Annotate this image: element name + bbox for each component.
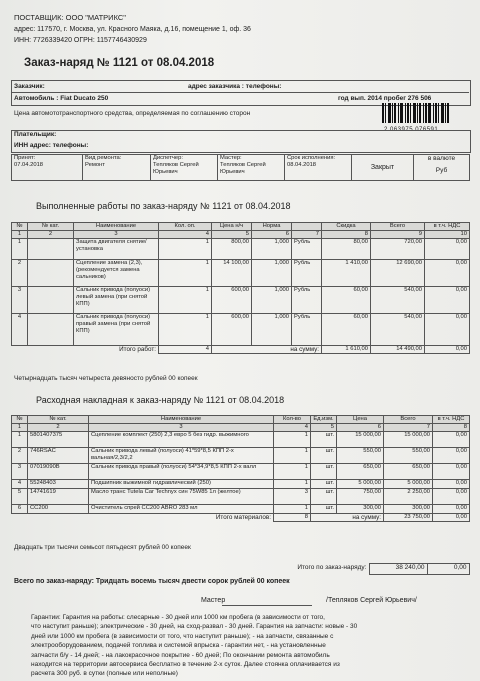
parts-header-cell: в т.ч. НДС	[433, 416, 470, 424]
works-header-cell: Цена н/ч	[212, 223, 252, 231]
parts-header-row	[12, 416, 470, 424]
parts-header-cell: Кол-во	[274, 416, 311, 424]
grand-total-value: 38 240,00	[369, 564, 427, 575]
page-title: Заказ-наряд № 1121 от 08.04.2018	[24, 57, 215, 69]
table-row: 5 14741619 Масло транс Tutela Car Technyx син 75W85 1л (желтое) 3 шт. 750,00 2 250,00 0,00	[12, 489, 470, 505]
table-row: 1 Защита двигателя снятие/установка 1 800,00 1,000 Рубль 80,00 720,00 0,00	[12, 239, 470, 260]
deadline-cell: Срок исполнения: 08.04.2018	[285, 155, 352, 181]
signature-line	[222, 605, 312, 606]
works-header-cell	[292, 223, 322, 231]
works-header-cell: Норма	[252, 223, 292, 231]
works-header-cell: № кат.	[28, 223, 74, 231]
client-address: адрес заказчика : телефоны:	[188, 83, 282, 90]
grand-total-table	[272, 563, 470, 575]
grand-total-words: Всего по заказ-наряду: Тридцать восемь тысяч двести сорок рублей 00 копеек	[14, 578, 290, 585]
guarantee-text: Гарантии: Гарантия на работы: слесарные - 30 дней или 1000 км пробега (в зависимости от того, что наступит раньше); электрические - 30 дней, на сход-развал - 30 дней. Гарантия на запчасти: новые - 30 дней или 1000 км пробега (в зависимости от того, что наступит раньше); - на запчасти, связанные с электрооборудованием, подачей топлива и системой впрыска - гарантии нет, - на установленные запчасти б/у - 14 дней; - на лакокрасочное покрытие - 60 дней; По окончании ремонта автомобиль находится на территории автосервиса бесплатно в течение 2-х суток. Далее стоянка оплачивается из расчета 300 руб. в сутки (полные или неполные)	[31, 614, 358, 678]
works-sum-words: Четырнадцать тысяч четыреста девяносто рублей 00 копеек	[14, 375, 198, 382]
table-row: 3 07019090B Сальник привода правый (полуоси) 54*34,9*8,5 КПП 2-х валл 1 шт. 650,00 650,00 0,00	[12, 464, 470, 480]
works-total-row: Итого работ: 4 на сумму: 1 610,00 14 490,00 0,00	[12, 346, 470, 354]
table-row: 3 Сальник привода (полуоси) левый замена (при снятой КПП) 1 600,00 1,000 Рубль 60,00 540,00 0,00	[12, 287, 470, 314]
parts-header-cell: Цена	[337, 416, 384, 424]
table-row: 1 5801407375 Сцепление комплект (250) 2,3 евро 5 без гидр. выжимного 1 шт. 15 000,00 15 000,00 0,00	[12, 432, 470, 448]
grand-total-vat: 0,00	[427, 564, 469, 575]
works-header-cell: Скидка	[322, 223, 371, 231]
works-header-cell: Наименование	[74, 223, 159, 231]
table-row: 2 Сцепление замена (2,3), (рекомендуется замена сальников) 1 14 100,00 1,000 Рубль 1 410,00 12 690,00 0,00	[12, 260, 470, 287]
works-header-row	[12, 223, 470, 231]
works-header-cell: Всего	[371, 223, 425, 231]
parts-title: Расходная накладная к заказ-наряду № 1121 от 08.04.2018	[36, 395, 285, 405]
supplier-address: адрес: 117570, г. Москва, ул. Красного Маяка, д.16, помещение 1, оф. 36	[14, 26, 251, 33]
master-sign-label: Мастер	[201, 597, 226, 604]
parts-table	[11, 415, 470, 522]
table-row: 4 55248403 Подшипник выжимной гидравлический (250) 1 шт. 5 000,00 5 000,00 0,00	[12, 480, 470, 489]
grand-total-label: Итого по заказ-наряду:	[297, 563, 367, 571]
table-row: 2 746RSAC Сальник привода левый (полуоси) 41*59*8,5 КПП 2-х вальная/2,3/2,2 1 шт. 550,00 550,00 0,00	[12, 448, 470, 464]
vehicle-label: Автомобиль : Fiat Ducato 250	[14, 95, 109, 102]
accepted-cell: Принят: 07.04.2018	[12, 155, 83, 181]
master-cell: Мастер: Тепляков Сергей Юрьевич	[218, 155, 285, 181]
works-number-row: 1 2 3 4 5 6 7 8 9 10	[12, 231, 470, 239]
barcode	[382, 103, 468, 125]
repair-type-cell: Вид ремонта: Ремонт	[83, 155, 151, 181]
works-header-cell: в т.ч. НДС	[425, 223, 470, 231]
supplier-name: ПОСТАВЩИК: ООО "МАТРИКС"	[14, 13, 126, 22]
price-note: Цена автомототранспортного средства, определяемая по соглашению сторон	[14, 110, 251, 117]
currency-cell: в валюте Руб	[414, 155, 470, 181]
dispatcher-cell: Диспетчер: Тепляков Сергей Юрьевич	[151, 155, 218, 181]
supplier-inn: ИНН: 7726339420 ОГРН: 1157746430929	[14, 37, 147, 44]
client-label: Заказчик:	[14, 83, 45, 90]
master-sign-name: /Тепляков Сергей Юрьевич/	[326, 597, 417, 604]
vehicle-year-mileage: год вып. 2014 пробег 276 506	[338, 95, 432, 102]
status-badge: Закрыт	[352, 155, 414, 181]
parts-header-cell: Наименование	[89, 416, 274, 424]
works-table	[11, 222, 470, 354]
table-row: 4 Сальник привода (полуоси) правый замена (при снятой КПП) 1 600,00 1,000 Рубль 60,00 540,00 0,00	[12, 314, 470, 346]
table-row: 6 CC200 Очиститель спрей CC200 ABRO 283 мл 1 шт. 300,00 300,00 0,00	[12, 505, 470, 514]
parts-sum-words: Двадцать три тысячи семьсот пятьдесят рублей 00 копеек	[14, 544, 191, 551]
parts-total-row: Итого материалов: 8 на сумму: 23 750,00 0,00	[12, 514, 470, 522]
barcode-number: 2 063975 076591	[384, 127, 439, 133]
payer-label: Плательщик:	[14, 131, 57, 138]
parts-header-cell: Ед.изм.	[311, 416, 337, 424]
payer-inn: ИНН адрес: телефоны:	[14, 142, 89, 149]
works-header-cell: №	[12, 223, 28, 231]
parts-header-cell: № кат.	[28, 416, 89, 424]
parts-header-cell: Всего	[384, 416, 433, 424]
works-header-cell: Кол. оп.	[159, 223, 212, 231]
parts-header-cell: №	[12, 416, 28, 424]
order-info-table	[11, 154, 470, 181]
parts-number-row: 1 2 3 4 5 6 7 8	[12, 424, 470, 432]
works-title: Выполненные работы по заказ-наряду № 1121 от 08.04.2018	[36, 201, 291, 211]
